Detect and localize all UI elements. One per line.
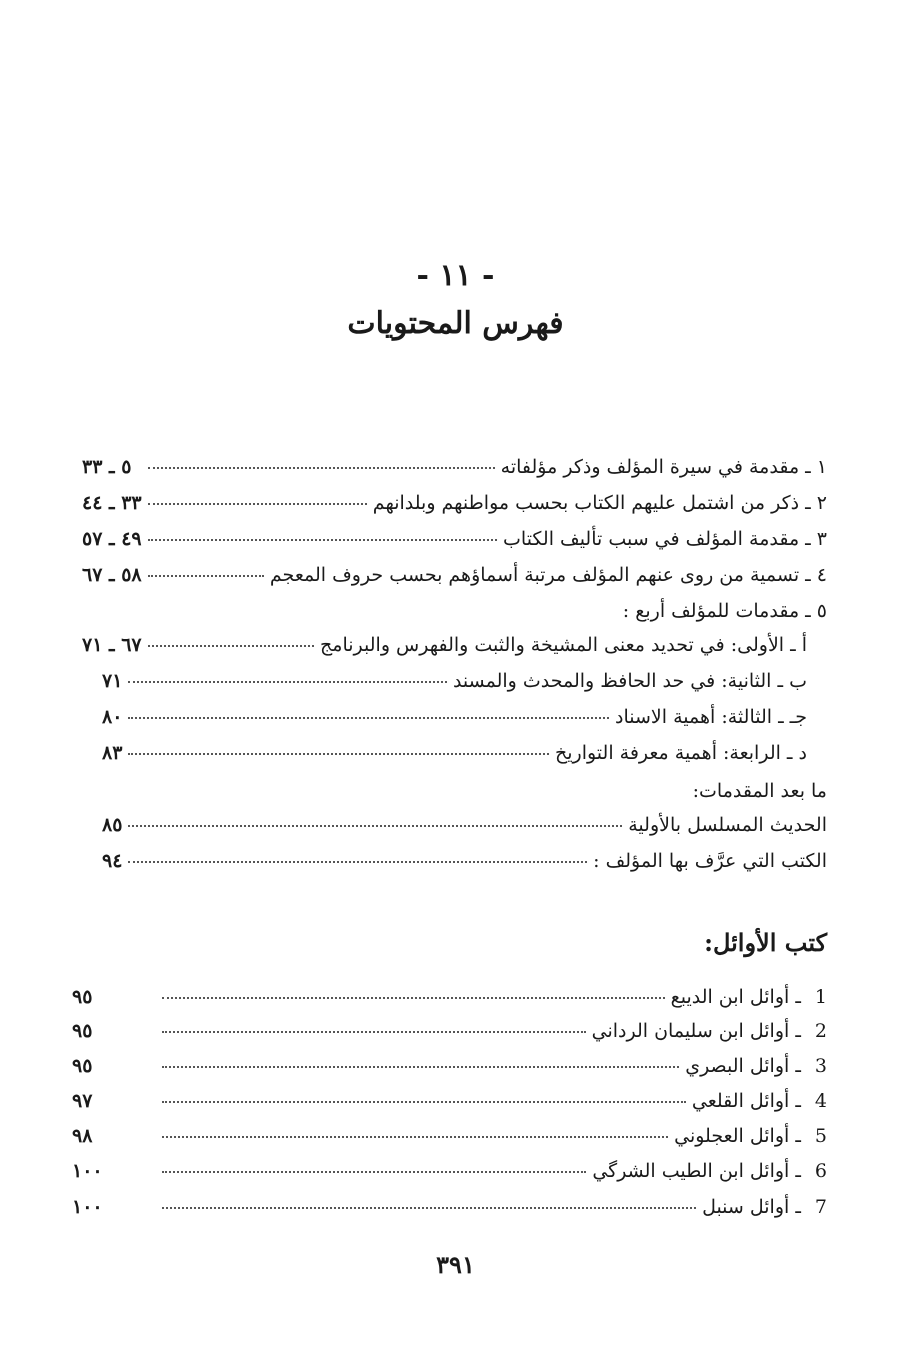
toc-entry-label: الحديث المسلسل بالأولية: [628, 814, 827, 836]
toc-subentry-pages: ٦٧ ـ ٧١: [82, 634, 142, 656]
leader-dots: [128, 825, 622, 827]
leader-dots: [162, 1171, 586, 1173]
leader-dots: [148, 575, 264, 577]
toc-entry: [82, 456, 827, 488]
awail-entry-pages: ٩٧: [72, 1090, 93, 1112]
toc-entry-pages: ٥ ـ ٣٣: [82, 456, 132, 478]
toc-entry-pages: ٥٨ ـ ٦٧: [82, 564, 142, 586]
awail-entry-label: ـ أوائل ابن الطيب الشرگي: [592, 1160, 801, 1182]
toc-subentry: [82, 706, 807, 738]
leader-dots: [162, 997, 665, 999]
awail-entry-number: 4: [814, 1090, 827, 1112]
leader-dots: [128, 717, 609, 719]
toc-entry: [82, 564, 827, 596]
leader-dots: [148, 467, 495, 469]
toc-subentry-pages: ٨٣: [102, 742, 123, 764]
awail-entry-pages: ١٠٠: [72, 1160, 103, 1182]
toc-entry: [82, 814, 827, 846]
chapter-number: - ١١ -: [416, 258, 495, 293]
awail-entry-label: ـ أوائل ابن الديبع: [670, 986, 801, 1008]
toc-entry-pages: ٣٣ ـ ٤٤: [82, 492, 142, 514]
toc-entry-pages: ٨٥: [102, 814, 123, 836]
toc-entry: [82, 850, 827, 882]
intros-heading: ٥ ـ مقدمات للمؤلف أربع :: [622, 600, 827, 622]
awail-entry-pages: ١٠٠: [72, 1196, 103, 1218]
toc-entry: [82, 492, 827, 524]
toc-subentry-pages: ٨٠: [102, 706, 123, 728]
leader-dots: [162, 1207, 696, 1209]
leader-dots: [148, 539, 497, 541]
toc-entry-pages: ٩٤: [102, 850, 123, 872]
toc-subentry-label: د ـ الرابعة: أهمية معرفة التواريخ: [554, 742, 807, 764]
awail-entry-pages: ٩٥: [72, 1020, 93, 1042]
awail-entry-label: ـ أوائل القلعي: [691, 1090, 801, 1112]
awail-entry-pages: ٩٨: [72, 1125, 93, 1147]
page-title: فهرس المحتويات: [347, 306, 564, 341]
toc-subentry-label: أ ـ الأولى: في تحديد معنى المشيخة والثبت والفهرس والبرنامج: [320, 634, 807, 656]
toc-subentry: [82, 742, 807, 774]
awail-entry: [72, 1196, 827, 1228]
awail-entry-pages: ٩٥: [72, 986, 93, 1008]
awail-entry: [72, 1020, 827, 1052]
toc-subentry-label: جـ ـ الثالثة: أهمية الاسناد: [615, 706, 807, 728]
leader-dots: [128, 753, 549, 755]
toc-entry-label: ٤ ـ تسمية من روى عنهم المؤلف مرتبة أسماؤهم بحسب حروف المعجم: [269, 564, 827, 586]
awail-entry-number: 7: [814, 1196, 827, 1218]
awail-entry: [72, 986, 827, 1018]
after-heading: ما بعد المقدمات:: [692, 780, 827, 802]
awail-entry-label: ـ أوائل سنبل: [702, 1196, 801, 1218]
awail-entry: [72, 1090, 827, 1122]
awail-entry: [72, 1125, 827, 1157]
awail-entry-number: 2: [814, 1020, 827, 1042]
leader-dots: [128, 681, 447, 683]
awail-heading: كتب الأوائل:: [704, 928, 827, 957]
leader-dots: [162, 1101, 686, 1103]
leader-dots: [162, 1136, 668, 1138]
toc-entry-label: الكتب التي عرَّف بها المؤلف :: [593, 850, 827, 872]
toc-subentry: [82, 670, 807, 702]
toc-entry-pages: ٤٩ ـ ٥٧: [82, 528, 142, 550]
awail-entry-number: 3: [814, 1055, 827, 1077]
awail-entry-number: 6: [814, 1160, 827, 1182]
awail-entry-label: ـ أوائل البصري: [685, 1055, 801, 1077]
awail-entry: [72, 1160, 827, 1192]
toc-subentry-pages: ٧١: [102, 670, 123, 692]
leader-dots: [162, 1066, 679, 1068]
toc-entry-label: ٣ ـ مقدمة المؤلف في سبب تأليف الكتاب: [503, 528, 827, 550]
toc-entry: [82, 528, 827, 560]
toc-entry-label: ٢ ـ ذكر من اشتمل عليهم الكتاب بحسب مواطنهم وبلدانهم: [372, 492, 827, 514]
leader-dots: [128, 861, 587, 863]
awail-entry-pages: ٩٥: [72, 1055, 93, 1077]
awail-entry-number: 1: [814, 986, 827, 1008]
toc-subentry-label: ب ـ الثانية: في حد الحافظ والمحدث والمسند: [452, 670, 807, 692]
leader-dots: [148, 503, 367, 505]
awail-entry: [72, 1055, 827, 1087]
toc-entry-label: ١ ـ مقدمة في سيرة المؤلف وذكر مؤلفاته: [500, 456, 827, 478]
awail-entry-number: 5: [814, 1125, 827, 1147]
leader-dots: [148, 645, 314, 647]
awail-entry-label: ـ أوائل ابن سليمان الرداني: [591, 1020, 801, 1042]
toc-subentry: [82, 634, 807, 666]
leader-dots: [162, 1031, 586, 1033]
awail-entry-label: ـ أوائل العجلوني: [674, 1125, 801, 1147]
page-number: ٣٩١: [436, 1250, 475, 1279]
